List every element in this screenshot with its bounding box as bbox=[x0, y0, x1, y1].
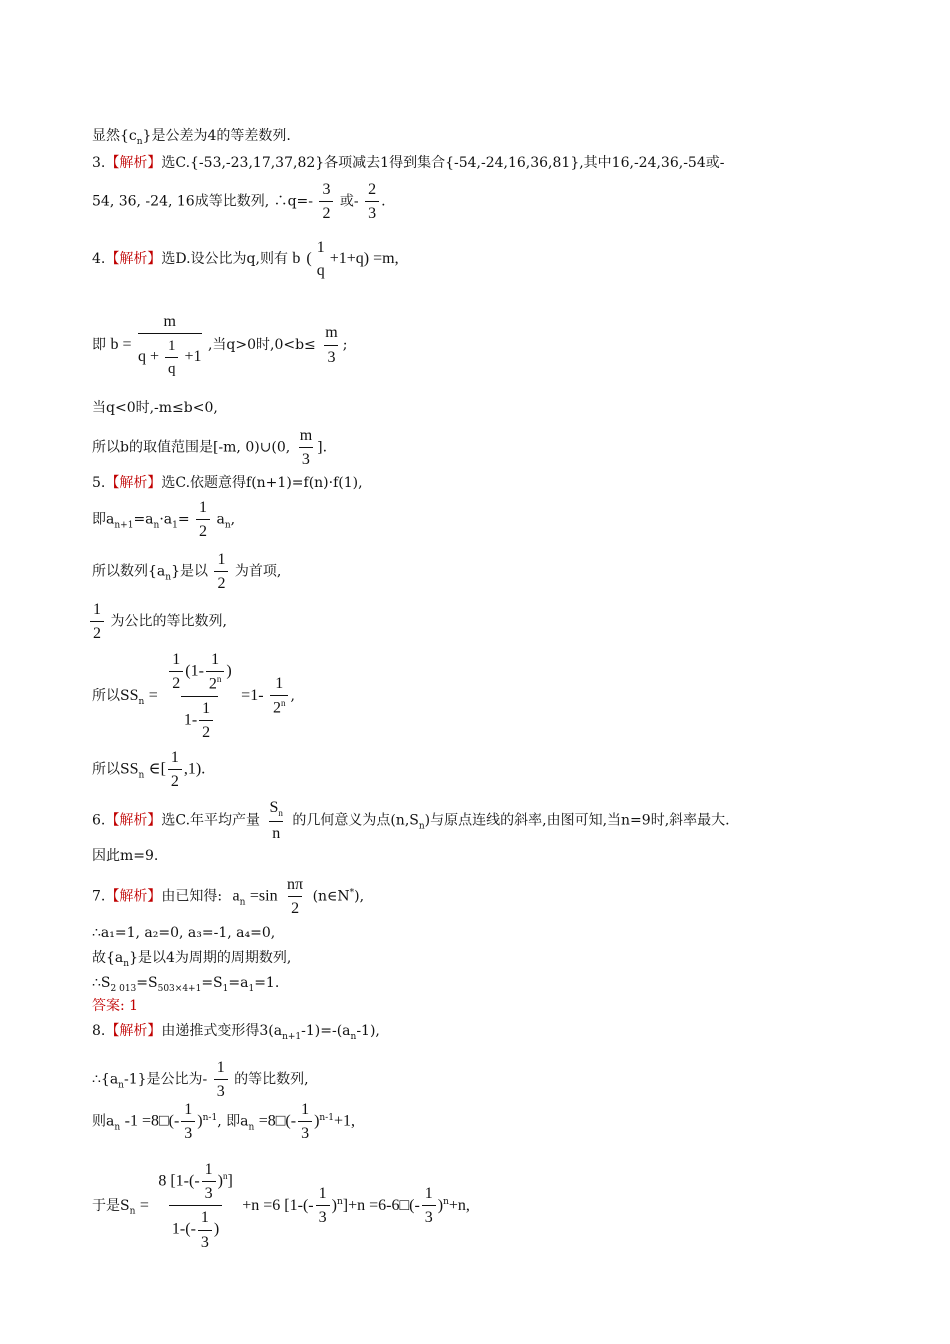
question-3-line-2: 54, 36, -24, 16成等比数列, ∴q=- $\frac{3}{2}$ 或- $\frac{2}{3}$ . bbox=[92, 181, 386, 223]
question-8-line-3: 则$a_n$ -1 =8□(- $\frac{1}{3}$ )$^{n-1}$, 即$a_n$ =8□(- $\frac{1}{3}$ )$^{n-1}$+1, bbox=[92, 1101, 355, 1143]
fraction: $\frac{2}{3}$ bbox=[365, 180, 379, 223]
fraction: $\frac{1}{3}$ bbox=[422, 1184, 436, 1227]
question-6-line-1: 6.【解析】选C.年平均产量 $\frac{S_n}{n}$ 的几何意义为点$(n,S_n)$与原点连线的斜率,由图可知,当n=9时,斜率最大. bbox=[92, 799, 730, 842]
analysis-tag: 【解析】 bbox=[105, 812, 162, 829]
text-line: 显然$\{c_n\}$是公差为4的等差数列. bbox=[92, 128, 291, 147]
fraction: $\frac{1}{2}$ bbox=[168, 748, 182, 791]
analysis-tag: 【解析】 bbox=[105, 475, 162, 491]
fraction: $\frac{3}{2}$ bbox=[319, 180, 333, 223]
question-5-line-3: 所以数列$\{a_n\}$是以 $\frac{1}{2}$ 为首项, bbox=[92, 551, 282, 593]
fraction: $\frac{S_n}{n}$ bbox=[269, 799, 283, 842]
fraction: $\frac{1}{2}$ (1- $\frac{1}{2^n}$ ) 1- $\frac{1}{2}$ bbox=[164, 650, 234, 742]
fraction: $\frac{1}{2^n}$ bbox=[270, 674, 289, 718]
question-4-line-2: 即 b = m q + $\frac{1}{q}$ +1 ,当q>0时,0<b≤ $\frac{m}{3}$ ; bbox=[92, 313, 348, 378]
question-7-line-1: 7.【解析】由已知得: $a_n =\sin$ $\frac{n\pi}{2}$ (n∈N*), bbox=[92, 876, 365, 918]
fraction: $\frac{1}{2}$ bbox=[90, 600, 104, 643]
question-7-line-4: $\therefore S_{2 013}=S_{503\times 4+1}=S_1=a_1=1$. bbox=[92, 975, 280, 994]
question-5-line-5: 所以$SS_n$ = $\frac{1}{2}$ (1- $\frac{1}{2^n}$ ) 1- $\frac{1}{2}$ =1- $\frac{1}{2^n}$ , bbox=[92, 651, 295, 741]
question-3-line-1: 3.【解析】选C.{-53,-23,17,37,82}各项减去1得到集合{-54,-24,16,36,81},其中16,-24,36,-54或- bbox=[92, 155, 725, 171]
question-4-line-4: 所以b的取值范围是[-m, 0)∪(0, $\frac{m}{3}$ ]. bbox=[92, 427, 328, 469]
question-5-line-6: 所以$SS_n$ ∈[ $\frac{1}{2}$ ,1). bbox=[92, 749, 206, 791]
analysis-tag: 【解析】 bbox=[105, 888, 162, 905]
question-4-line-3: 当q<0时,-m≤b<0, bbox=[92, 400, 218, 416]
fraction: $\frac{m}{3}$ bbox=[325, 324, 338, 366]
fraction: $\frac{1}{2}$ bbox=[214, 550, 228, 593]
fraction: m q + $\frac{1}{q}$ +1 bbox=[137, 313, 202, 378]
answer-line: 答案: 1 bbox=[92, 998, 139, 1014]
question-8-line-1: 8.【解析】由递推式变形得$3(a_{n+1}-1)=-(a_n-1)$, bbox=[92, 1023, 380, 1042]
fraction: 1 q bbox=[316, 239, 325, 280]
analysis-tag: 【解析】 bbox=[105, 155, 162, 171]
question-4-line-1: 4.【解析】选D.设公比为q,则有 b ( 1 q +1+q) =m, bbox=[92, 239, 399, 280]
fraction: $\frac{n\pi}{2}$ bbox=[287, 876, 304, 918]
fraction: $\frac{1}{3}$ bbox=[181, 1100, 195, 1143]
question-5-line-1: 5.【解析】选C.依题意得f(n+1)=f(n)·f(1), bbox=[92, 475, 363, 491]
question-7-line-2: ∴a₁=1, a₂=0, a₃=-1, a₄=0, bbox=[92, 925, 276, 941]
question-7-line-3: 故$\{a_n\}$是以4为周期的周期数列, bbox=[92, 950, 292, 969]
question-6-line-2: 因此m=9. bbox=[92, 848, 159, 864]
question-5-line-2: 即$a_{n+1}=a_n\cdot a_1=$ $\frac{1}{2}$ $a_n$, bbox=[92, 499, 236, 541]
fraction: $\frac{1}{3}$ bbox=[316, 1184, 330, 1227]
question-5-line-4: $\frac{1}{2}$ 为公比的等比数列, bbox=[88, 600, 227, 643]
analysis-tag: 【解析】 bbox=[105, 251, 162, 268]
question-8-line-2: $\therefore\{a_n-1\}$是公比为- $\frac{1}{3}$ 的等比数列, bbox=[92, 1059, 309, 1101]
analysis-tag: 【解析】 bbox=[105, 1023, 162, 1039]
fraction: $\frac{m}{3}$ bbox=[299, 427, 313, 469]
question-8-line-4: 于是$S_n$ = 8 [1-(- $\frac{1}{3}$ )$^n$] 1-(- $\frac{1}{3}$ ) +n =6 [1-(- $\frac{1}{3}$ )$^n$]+n =6-6□(- $\frac{1}{3}$ )$^n$+n, bbox=[92, 1161, 470, 1251]
fraction: 8 [1-(- $\frac{1}{3}$ )$^n$] 1-(- $\frac{1}{3}$ ) bbox=[158, 1161, 233, 1251]
fraction: $\frac{1}{3}$ bbox=[298, 1100, 312, 1143]
fraction: $\frac{1}{3}$ bbox=[214, 1058, 228, 1101]
fraction: $\frac{1}{2}$ bbox=[196, 498, 210, 541]
